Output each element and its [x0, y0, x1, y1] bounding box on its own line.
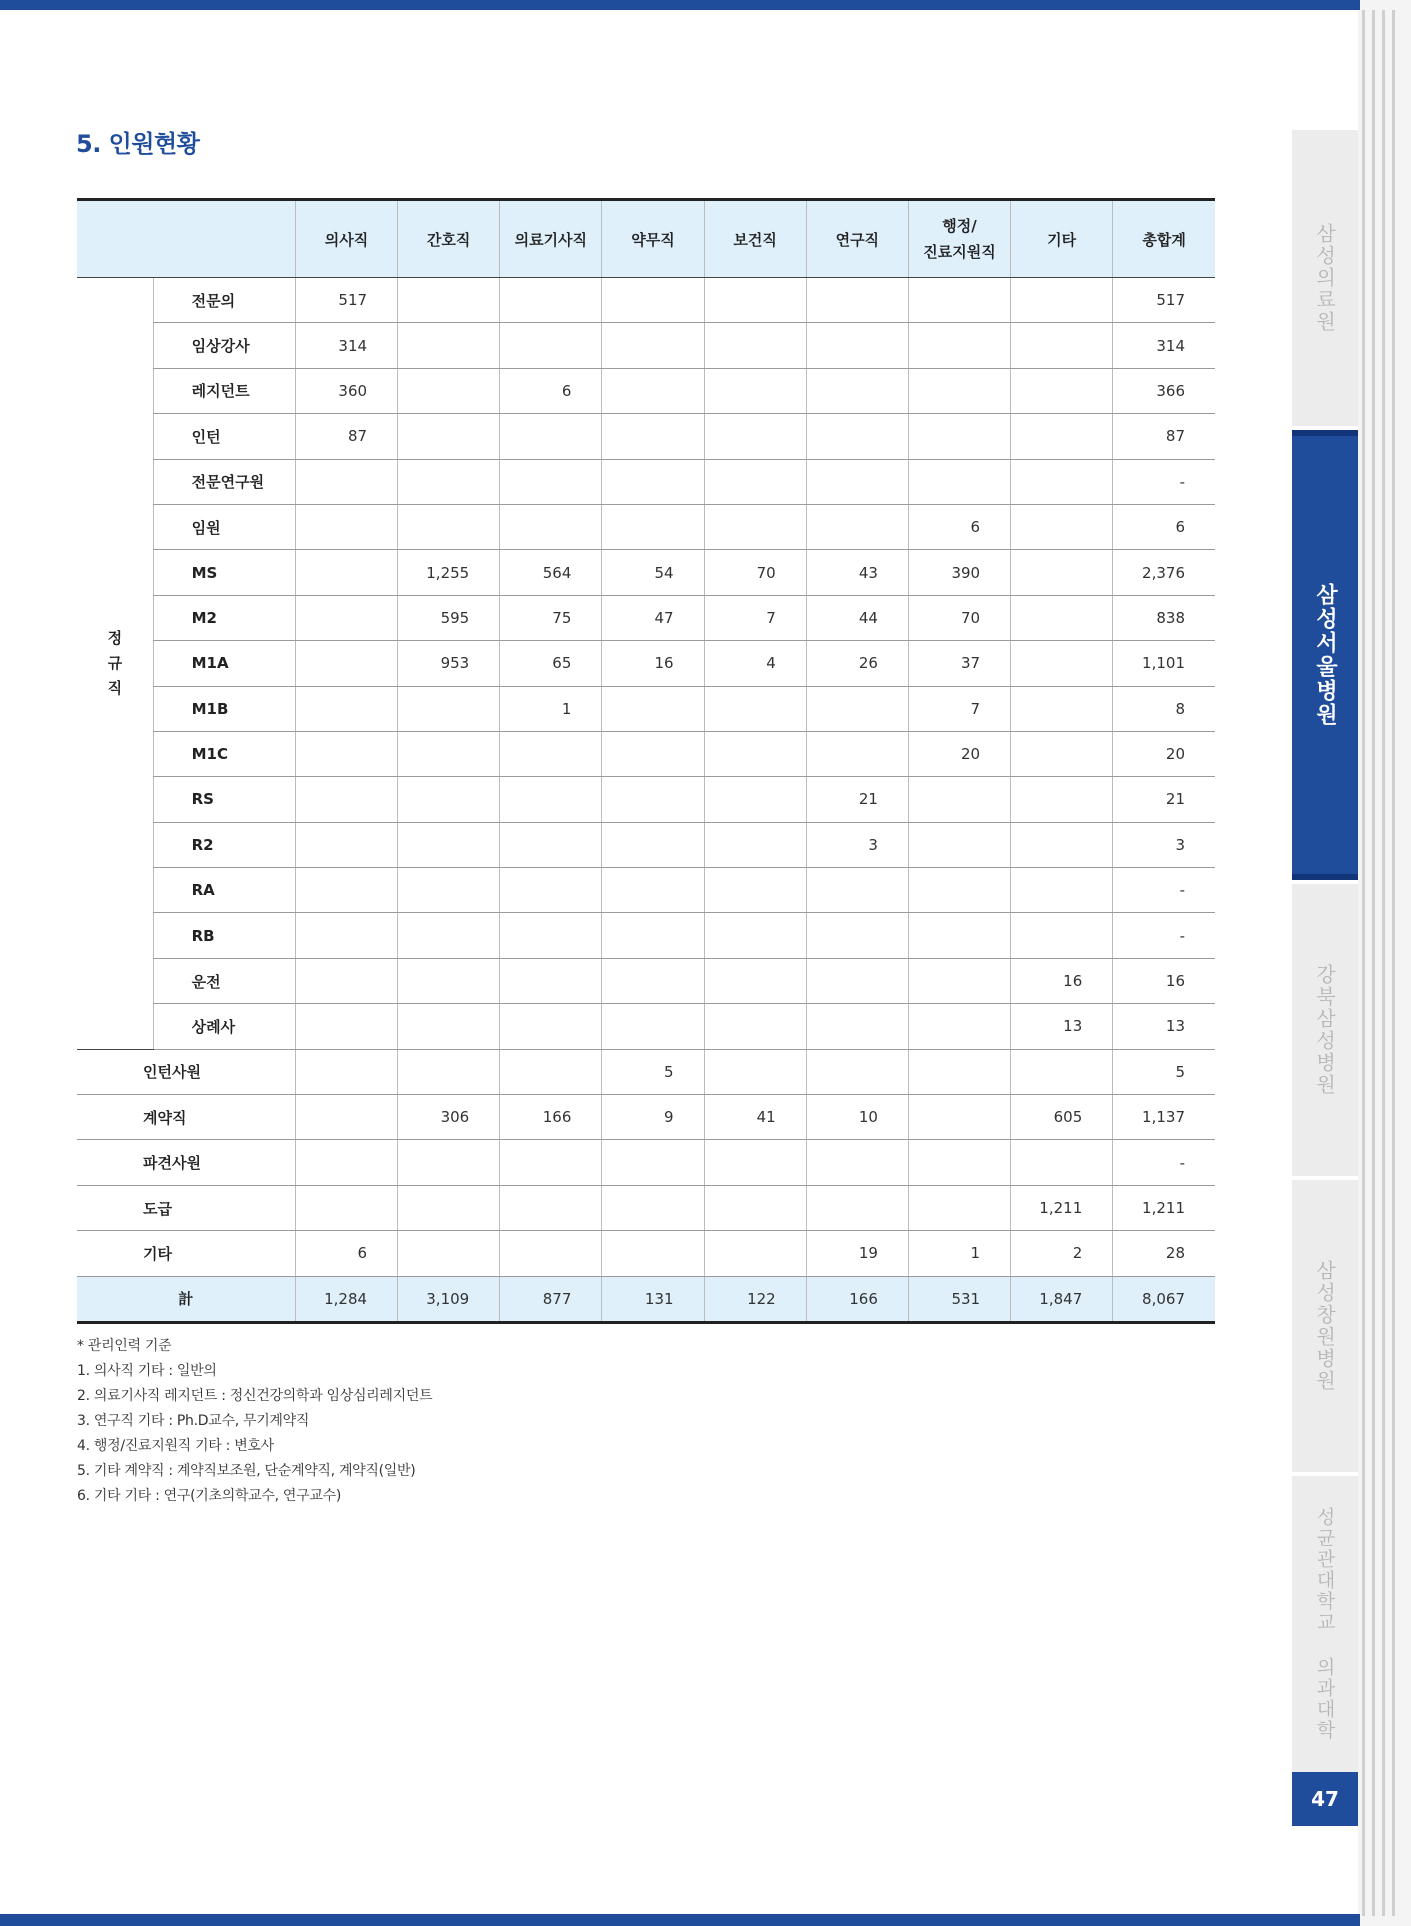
table-row	[77, 1140, 1215, 1185]
footnote: 3. 연구직 기타 : Ph.D교수, 무기계약직	[77, 1413, 310, 1429]
table-cell	[500, 913, 602, 958]
table-cell	[295, 1095, 397, 1140]
table-cell	[398, 731, 500, 776]
table-cell: -	[1113, 868, 1215, 913]
table-cell	[602, 1185, 704, 1230]
table-cell	[295, 731, 397, 776]
table-cell	[500, 1049, 602, 1094]
row-label: 임상강사	[153, 323, 295, 368]
table-row	[77, 504, 1215, 549]
table-cell: 21	[806, 777, 908, 822]
table-cell	[602, 868, 704, 913]
row-label: MS	[153, 550, 295, 595]
table-cell	[908, 459, 1010, 504]
table-cell	[1011, 777, 1113, 822]
table-cell	[602, 913, 704, 958]
table-cell	[295, 958, 397, 1003]
table-cell	[295, 868, 397, 913]
total-label: 計	[77, 1276, 295, 1322]
table-row	[77, 641, 1215, 686]
side-tab-samsung-changwon-hospital[interactable]: 삼성창원병원	[1292, 1180, 1358, 1472]
table-cell: 28	[1113, 1231, 1215, 1276]
total-cell: 531	[908, 1276, 1010, 1322]
table-cell	[1011, 822, 1113, 867]
column-header: 연구직	[806, 200, 908, 278]
total-cell: 877	[500, 1276, 602, 1322]
table-row	[77, 278, 1215, 323]
table-cell	[398, 1185, 500, 1230]
table-cell	[1011, 595, 1113, 640]
row-label: 전문연구원	[153, 459, 295, 504]
table-cell: 16	[1011, 958, 1113, 1003]
table-cell	[398, 504, 500, 549]
table-row	[77, 368, 1215, 413]
table-cell	[704, 1231, 806, 1276]
table-cell: 605	[1011, 1095, 1113, 1140]
table-cell	[704, 504, 806, 549]
table-header-row	[77, 200, 1215, 278]
table-cell	[704, 459, 806, 504]
table-cell: 360	[295, 368, 397, 413]
row-label: M1B	[153, 686, 295, 731]
table-row	[77, 686, 1215, 731]
table-cell: 564	[500, 550, 602, 595]
table-cell	[602, 1231, 704, 1276]
table-cell: -	[1113, 913, 1215, 958]
table-cell	[908, 868, 1010, 913]
table-cell	[602, 822, 704, 867]
table-cell: 1,137	[1113, 1095, 1215, 1140]
table-cell	[398, 1049, 500, 1094]
table-cell	[704, 1049, 806, 1094]
table-cell	[398, 278, 500, 323]
table-row	[77, 777, 1215, 822]
table-cell	[602, 1004, 704, 1049]
table-cell	[295, 686, 397, 731]
table-cell	[806, 323, 908, 368]
table-cell	[398, 868, 500, 913]
table-cell	[602, 958, 704, 1003]
table-cell	[295, 822, 397, 867]
table-cell	[500, 822, 602, 867]
table-cell	[908, 278, 1010, 323]
column-header: 의료기사직	[500, 200, 602, 278]
total-cell: 122	[704, 1276, 806, 1322]
table-cell: 70	[704, 550, 806, 595]
table-cell	[806, 459, 908, 504]
table-cell	[500, 868, 602, 913]
table-cell	[1011, 868, 1113, 913]
table-cell: 953	[398, 641, 500, 686]
table-cell: 7	[908, 686, 1010, 731]
table-row	[77, 913, 1215, 958]
table-cell	[602, 504, 704, 549]
side-tab-skku-medicine[interactable]: 성균관대학교 의과대학	[1292, 1476, 1358, 1772]
table-cell: 1,255	[398, 550, 500, 595]
table-cell	[602, 278, 704, 323]
row-label: 상례사	[153, 1004, 295, 1049]
table-cell: 314	[295, 323, 397, 368]
table-cell	[704, 913, 806, 958]
table-cell	[1011, 459, 1113, 504]
table-cell	[602, 414, 704, 459]
table-cell: 16	[602, 641, 704, 686]
table-cell: 26	[806, 641, 908, 686]
table-cell: 21	[1113, 777, 1215, 822]
table-cell	[500, 504, 602, 549]
table-cell: 2	[1011, 1231, 1113, 1276]
table-cell	[806, 504, 908, 549]
table-cell	[295, 1004, 397, 1049]
table-cell	[908, 368, 1010, 413]
table-cell	[295, 459, 397, 504]
table-cell: 54	[602, 550, 704, 595]
table-cell: 1,211	[1113, 1185, 1215, 1230]
table-cell	[500, 459, 602, 504]
table-cell	[704, 958, 806, 1003]
table-cell	[806, 1140, 908, 1185]
table-cell: 1,211	[1011, 1185, 1113, 1230]
table-cell	[806, 686, 908, 731]
table-cell: 3	[1113, 822, 1215, 867]
table-cell	[398, 414, 500, 459]
row-label: 계약직	[77, 1095, 295, 1140]
table-cell: 44	[806, 595, 908, 640]
table-cell: 3	[806, 822, 908, 867]
table-cell: 5	[1113, 1049, 1215, 1094]
table-cell: 166	[500, 1095, 602, 1140]
table-cell: 1,101	[1113, 641, 1215, 686]
side-tab-samsung-medical-center[interactable]: 삼성의료원	[1292, 130, 1358, 426]
table-cell: 41	[704, 1095, 806, 1140]
table-cell	[398, 368, 500, 413]
table-row	[77, 414, 1215, 459]
table-cell	[500, 1004, 602, 1049]
table-cell	[1011, 641, 1113, 686]
table-cell	[602, 686, 704, 731]
table-row	[77, 1185, 1215, 1230]
table-cell: -	[1113, 1140, 1215, 1185]
table-cell	[1011, 278, 1113, 323]
column-header: 기타	[1011, 200, 1113, 278]
total-row	[77, 1276, 1215, 1322]
table-cell: 1	[908, 1231, 1010, 1276]
table-cell	[398, 459, 500, 504]
column-header: 보건직	[704, 200, 806, 278]
footnote: 6. 기타 기타 : 연구(기초의학교수, 연구교수)	[77, 1488, 341, 1504]
table-cell	[908, 1004, 1010, 1049]
column-header: 총합계	[1113, 200, 1215, 278]
table-cell: 517	[1113, 278, 1215, 323]
table-row	[77, 1004, 1215, 1049]
total-cell: 166	[806, 1276, 908, 1322]
table-cell: 595	[398, 595, 500, 640]
table-row	[77, 1095, 1215, 1140]
table-cell	[806, 414, 908, 459]
table-cell: 47	[602, 595, 704, 640]
footnote: 5. 기타 계약직 : 계약직보조원, 단순계약직, 계약직(일반)	[77, 1463, 416, 1479]
table-cell	[602, 459, 704, 504]
table-cell	[908, 822, 1010, 867]
table-cell	[908, 1049, 1010, 1094]
table-cell	[704, 777, 806, 822]
table-cell	[500, 1185, 602, 1230]
table-cell	[806, 1049, 908, 1094]
table-cell: 306	[398, 1095, 500, 1140]
table-cell	[806, 278, 908, 323]
table-cell: 6	[295, 1231, 397, 1276]
table-cell: 314	[1113, 323, 1215, 368]
table-cell	[806, 913, 908, 958]
bottom-accent-bar	[0, 1914, 1360, 1926]
row-label: 인턴사원	[77, 1049, 295, 1094]
column-header	[908, 200, 1010, 278]
table-cell	[806, 868, 908, 913]
row-label: R2	[153, 822, 295, 867]
table-cell	[704, 868, 806, 913]
table-cell: 65	[500, 641, 602, 686]
table-cell	[1011, 550, 1113, 595]
table-cell: 366	[1113, 368, 1215, 413]
total-cell: 3,109	[398, 1276, 500, 1322]
table-cell	[908, 1140, 1010, 1185]
table-cell: 37	[908, 641, 1010, 686]
table-cell	[398, 913, 500, 958]
page-edge	[1358, 0, 1411, 1926]
column-header: 간호직	[398, 200, 500, 278]
row-label: 운전	[153, 958, 295, 1003]
table-cell: 87	[1113, 414, 1215, 459]
total-cell: 1,284	[295, 1276, 397, 1322]
column-header-line: 진료지원직	[923, 243, 996, 261]
staff-table	[77, 198, 1215, 1324]
row-label: RB	[153, 913, 295, 958]
table-cell	[1011, 414, 1113, 459]
table-cell	[1011, 368, 1113, 413]
row-label: M1A	[153, 641, 295, 686]
table-cell	[704, 822, 806, 867]
table-cell	[500, 323, 602, 368]
side-tab-samsung-seoul-hospital[interactable]: 삼성서울병원	[1292, 430, 1358, 880]
table-cell	[908, 1185, 1010, 1230]
table-cell	[500, 1231, 602, 1276]
table-cell	[1011, 1049, 1113, 1094]
table-cell	[806, 368, 908, 413]
table-cell: 7	[704, 595, 806, 640]
table-cell	[398, 686, 500, 731]
footnote: 1. 의사직 기타 : 일반의	[77, 1363, 217, 1379]
page-title: 5. 인원현황	[76, 130, 200, 158]
table-cell	[806, 958, 908, 1003]
table-cell	[704, 368, 806, 413]
table-cell	[908, 323, 1010, 368]
table-cell: 1	[500, 686, 602, 731]
footnotes	[77, 1334, 432, 1509]
table-cell: 6	[500, 368, 602, 413]
table-cell	[500, 731, 602, 776]
row-label: RS	[153, 777, 295, 822]
table-cell	[295, 1049, 397, 1094]
table-cell	[704, 1140, 806, 1185]
table-cell	[295, 1140, 397, 1185]
top-accent-bar	[0, 0, 1360, 10]
table-cell	[704, 686, 806, 731]
table-cell	[398, 323, 500, 368]
column-header: 의사직	[295, 200, 397, 278]
table-cell	[1011, 913, 1113, 958]
table-row	[77, 459, 1215, 504]
table-cell: 390	[908, 550, 1010, 595]
table-cell	[500, 278, 602, 323]
table-cell	[500, 777, 602, 822]
table-cell: 4	[704, 641, 806, 686]
table-row	[77, 958, 1215, 1003]
footnote: 2. 의료기사직 레지던트 : 정신건강의학과 임상심리레지던트	[77, 1388, 433, 1404]
table-cell	[704, 323, 806, 368]
table-cell: 13	[1113, 1004, 1215, 1049]
table-cell	[908, 777, 1010, 822]
table-cell	[1011, 323, 1113, 368]
row-label: 레지던트	[153, 368, 295, 413]
table-cell	[500, 1140, 602, 1185]
row-label: 임원	[153, 504, 295, 549]
table-cell	[1011, 686, 1113, 731]
table-cell: 75	[500, 595, 602, 640]
table-cell	[1011, 731, 1113, 776]
table-cell	[295, 504, 397, 549]
table-cell: 16	[1113, 958, 1215, 1003]
table-row	[77, 731, 1215, 776]
table-cell	[295, 777, 397, 822]
footnote: 4. 행정/진료지원직 기타 : 변호사	[77, 1438, 274, 1454]
column-header: 약무직	[602, 200, 704, 278]
total-cell: 1,847	[1011, 1276, 1113, 1322]
table-cell	[295, 550, 397, 595]
row-group-char: 직	[107, 678, 123, 697]
table-row	[77, 323, 1215, 368]
row-label: M1C	[153, 731, 295, 776]
table-cell: 43	[806, 550, 908, 595]
row-label: 인턴	[153, 414, 295, 459]
table-cell: 5	[602, 1049, 704, 1094]
table-cell: 20	[1113, 731, 1215, 776]
table-cell	[704, 278, 806, 323]
table-cell	[908, 414, 1010, 459]
row-label: RA	[153, 868, 295, 913]
table-cell	[398, 1140, 500, 1185]
table-cell: 6	[1113, 504, 1215, 549]
table-cell: 2,376	[1113, 550, 1215, 595]
table-cell: 838	[1113, 595, 1215, 640]
table-cell: 70	[908, 595, 1010, 640]
table-cell	[295, 1185, 397, 1230]
table-cell	[908, 1095, 1010, 1140]
table-cell: -	[1113, 459, 1215, 504]
row-label: 파견사원	[77, 1140, 295, 1185]
table-cell	[704, 1004, 806, 1049]
table-cell	[398, 822, 500, 867]
row-label: 도급	[77, 1185, 295, 1230]
table-cell	[602, 368, 704, 413]
table-cell: 6	[908, 504, 1010, 549]
row-label: 전문의	[153, 278, 295, 323]
table-cell	[398, 777, 500, 822]
total-cell: 8,067	[1113, 1276, 1215, 1322]
row-label: 기타	[77, 1231, 295, 1276]
table-cell: 8	[1113, 686, 1215, 731]
table-cell	[908, 913, 1010, 958]
total-cell: 131	[602, 1276, 704, 1322]
table-row	[77, 550, 1215, 595]
table-cell	[602, 731, 704, 776]
table-cell	[806, 1185, 908, 1230]
footnote: * 관리인력 기준	[77, 1338, 172, 1354]
row-group-label	[77, 278, 153, 1050]
table-cell	[500, 958, 602, 1003]
row-group-char: 규	[107, 653, 123, 672]
table-cell: 10	[806, 1095, 908, 1140]
table-cell	[1011, 504, 1113, 549]
table-cell	[602, 1140, 704, 1185]
row-label: M2	[153, 595, 295, 640]
table-cell: 13	[1011, 1004, 1113, 1049]
table-cell	[704, 414, 806, 459]
table-cell	[295, 913, 397, 958]
table-cell	[704, 1185, 806, 1230]
table-cell: 87	[295, 414, 397, 459]
side-tab-kangbuk-samsung-hospital[interactable]: 강북삼성병원	[1292, 884, 1358, 1176]
table-row	[77, 822, 1215, 867]
table-cell	[806, 731, 908, 776]
table-row	[77, 868, 1215, 913]
table-cell	[398, 1231, 500, 1276]
table-cell: 9	[602, 1095, 704, 1140]
table-cell	[295, 641, 397, 686]
table-cell	[704, 731, 806, 776]
table-cell	[398, 1004, 500, 1049]
table-cell	[1011, 1140, 1113, 1185]
table-cell	[602, 323, 704, 368]
table-cell	[500, 414, 602, 459]
table-cell: 19	[806, 1231, 908, 1276]
table-cell: 517	[295, 278, 397, 323]
table-row	[77, 595, 1215, 640]
row-group-char: 정	[107, 628, 123, 647]
page-number: 47	[1292, 1772, 1358, 1826]
table-cell	[908, 958, 1010, 1003]
table-cell: 20	[908, 731, 1010, 776]
table-row	[77, 1231, 1215, 1276]
table-cell	[602, 777, 704, 822]
table-cell	[806, 1004, 908, 1049]
table-cell	[295, 595, 397, 640]
header-corner	[77, 200, 295, 278]
table-row	[77, 1049, 1215, 1094]
column-header-line: 행정/	[942, 217, 977, 235]
table-cell	[398, 958, 500, 1003]
